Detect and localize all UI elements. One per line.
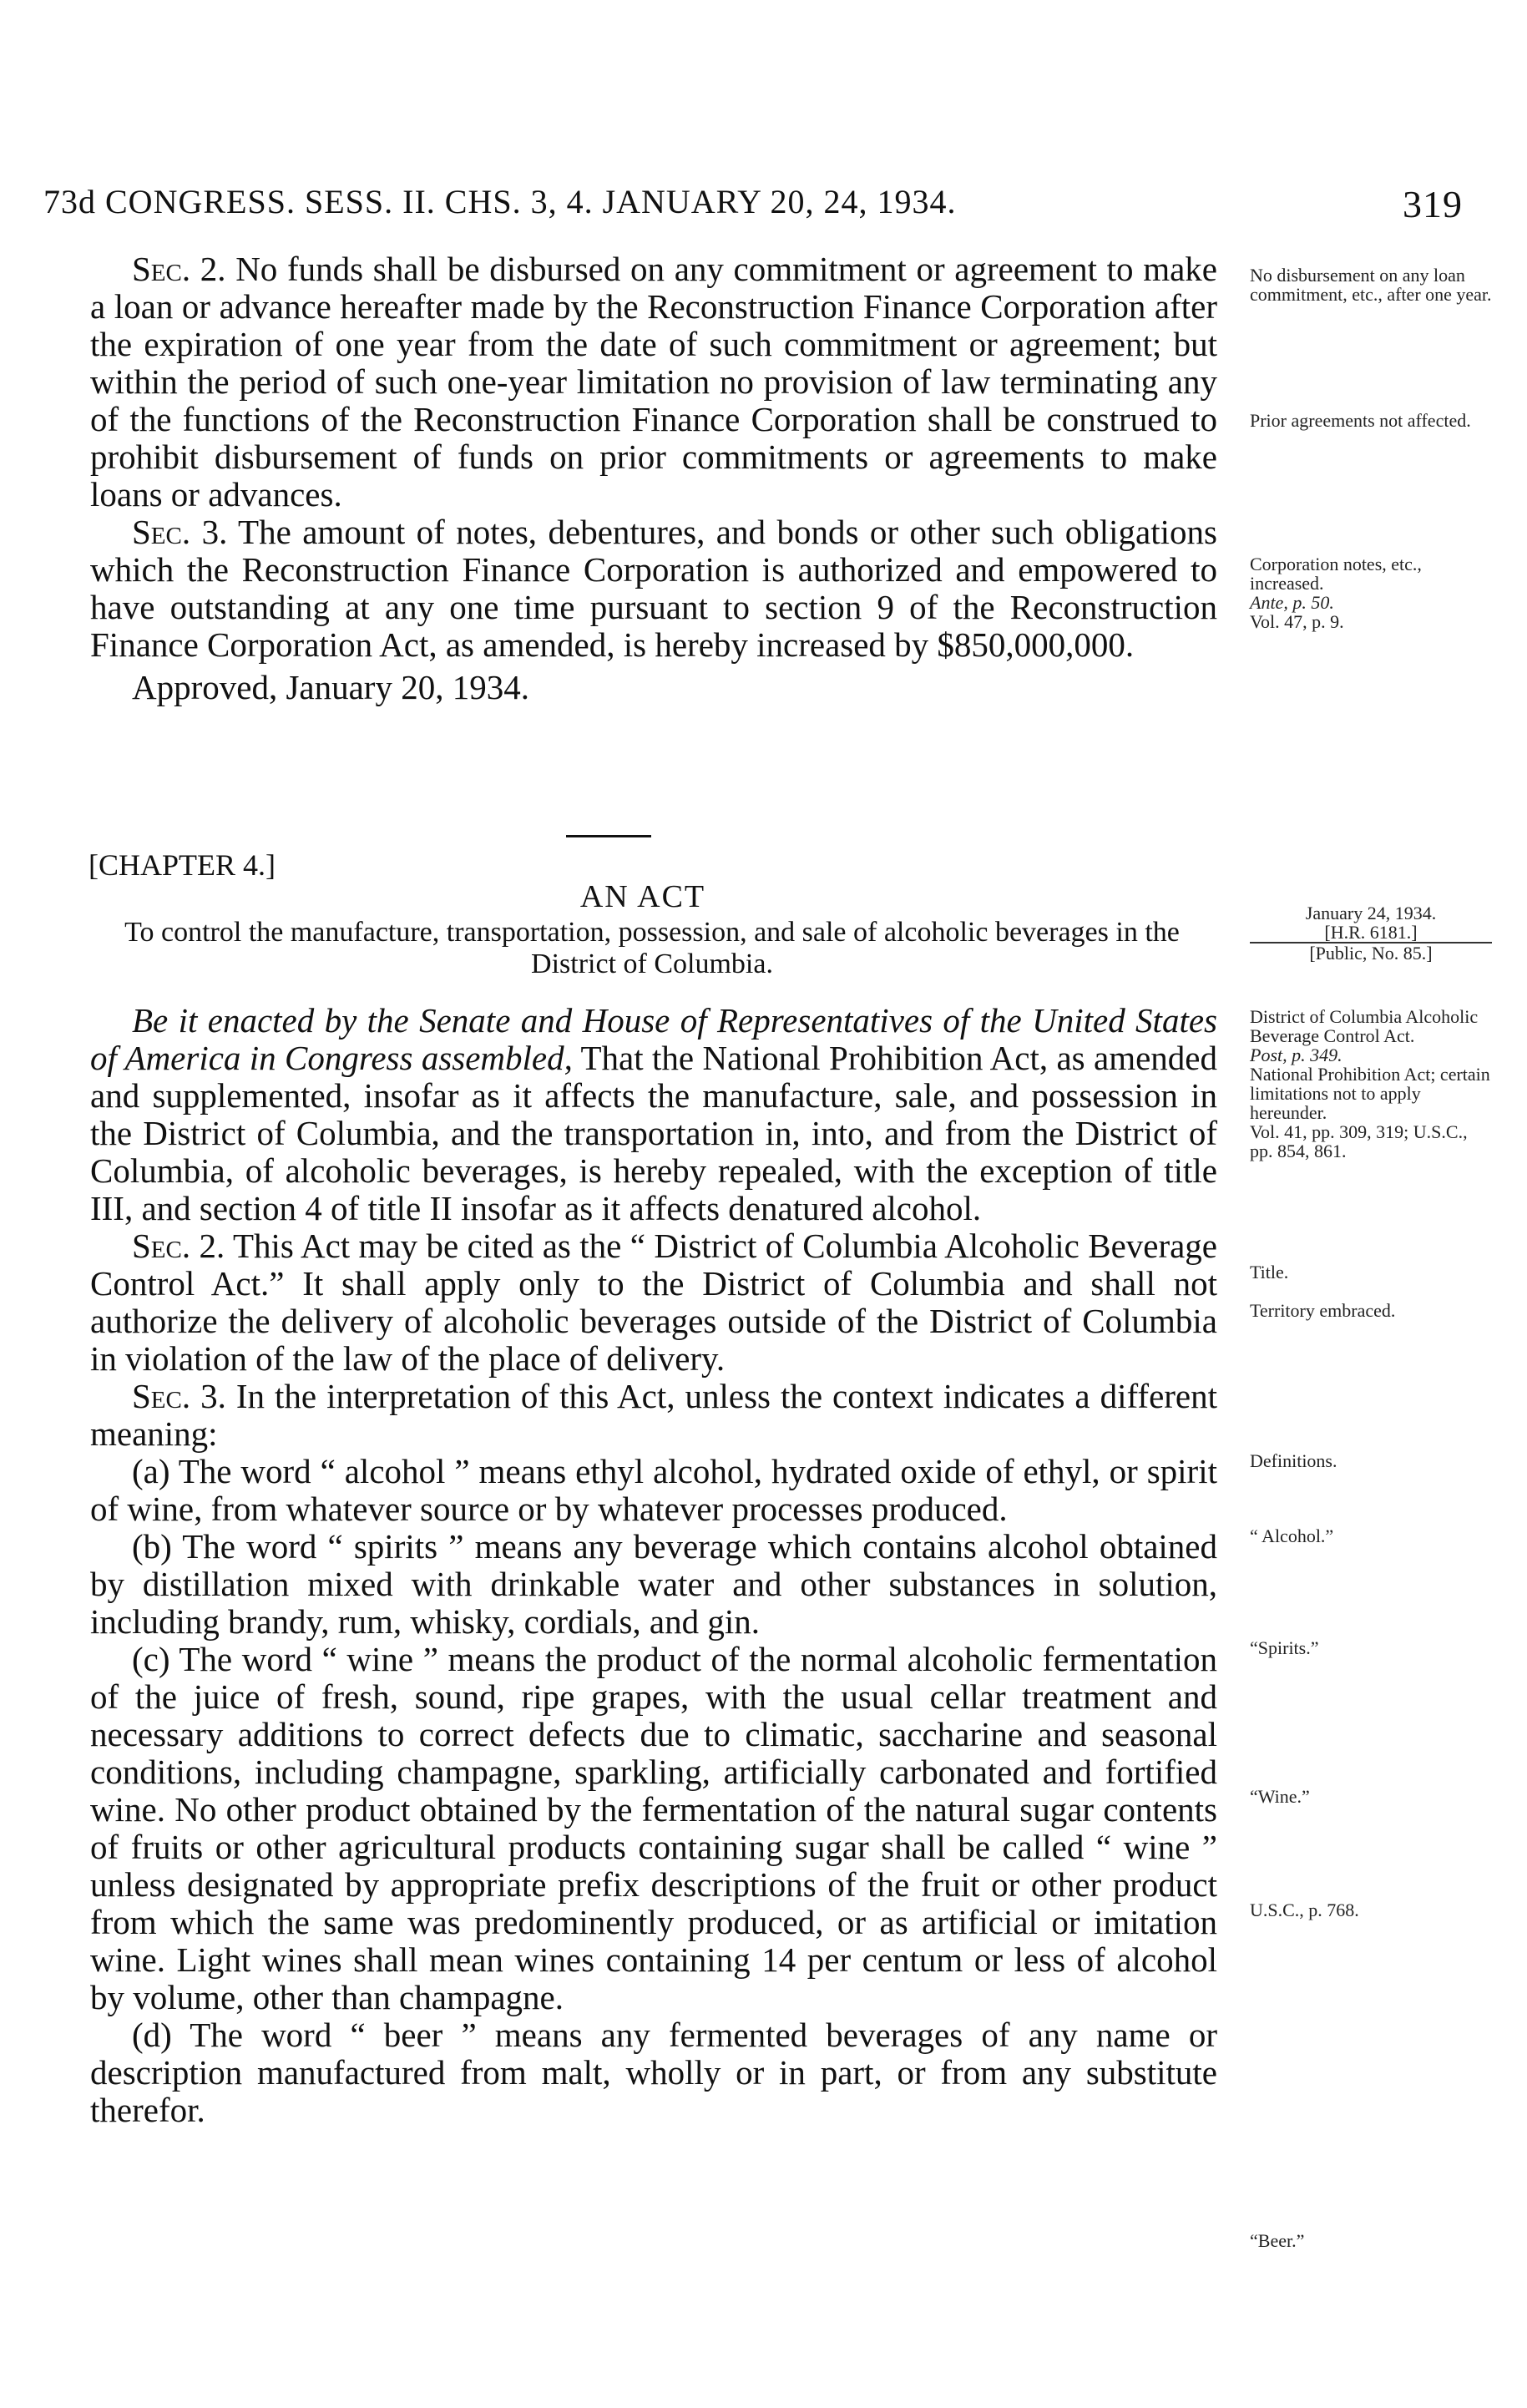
approval-line: Approved, January 20, 1934. — [132, 668, 529, 706]
margin-note-line: Ante, p. 50. — [1250, 592, 1334, 613]
section-text: In the interpretation of this Act, unless the context indicates a different meaning: — [90, 1377, 1218, 1453]
section-label: Sec. 2. — [132, 1227, 225, 1265]
margin-note-line: Corporation notes, etc., increased. — [1250, 554, 1422, 594]
chapter-3-body — [90, 250, 1217, 706]
bill-date: January 24, 1934. — [1305, 903, 1437, 923]
enacting-clause: Be it enacted by the Senate and House of Representatives of the United States of America in Congress assembled, — [90, 1001, 1217, 1077]
public-law-number: [Public, No. 85.] — [1309, 943, 1433, 964]
act-purpose: To control the manufacture, transportation, possession, and sale of alcoholic beverages in the District of Columbia. — [124, 917, 1180, 979]
margin-note-definitions: Definitions. — [1250, 1450, 1337, 1471]
margin-note-dc-act — [1250, 1007, 1492, 1161]
chapter-divider — [566, 835, 651, 837]
section-text: The amount of notes, debentures, and bonds or other such obligations which the Reconstruction Finance Corporation is authorized and empowered to have outstanding at any one time pursuant to section 9 of the Reconstruction Finance Corporation Act, as amended, is hereby increased by $850,000,000. — [90, 513, 1217, 664]
margin-note-prior-agreements: Prior agreements not affected. — [1250, 410, 1471, 431]
running-header — [43, 182, 1463, 229]
margin-note-bill-info — [1250, 903, 1492, 963]
section-text: No funds shall be disbursed on any commitment or agreement to make a loan or advance hereafter made by the Reconstruction Finance Corporation after the expiration of one year from the date of such commitment or agreement; but within the period of such one-year limitation no provision of law terminating any of the functions of the Reconstruction Finance Corporation shall be construed to prohibit disbursement of funds on prior commitments or agreements to make loans or advances. — [90, 250, 1218, 513]
an-act-heading: AN ACT — [579, 879, 706, 914]
section-label: Sec. 3. — [132, 513, 228, 551]
margin-note-title: Title. — [1250, 1262, 1289, 1282]
enacting-paragraph — [90, 1002, 1217, 1227]
running-head: 73d CONGRESS. SESS. II. CHS. 3, 4. JANUARY 20, 24, 1934. — [43, 183, 957, 220]
chapter-3-section-3 — [90, 513, 1217, 664]
chapter-4-label: [CHAPTER 4.] — [88, 848, 276, 882]
definition-wine: (c) The word “ wine ” means the product of the normal alcoholic fermentation of the juice of fresh, sound, ripe grapes, with the usual cellar treatment and necessary additions to correct defects due to climatic, saccharine and seasonal conditions, including champagne, sparkling, artificially carbonated and fortified wine. No other product obtained by the fermentation of the natural sugar contents of fruits or other agricultural products containing sugar shall be called “ wine ” unless designated by appropriate prefix descriptions of the fruit or other product from which the same was predominently produced, or as artificial or imitation wine. Light wines shall mean wines containing 14 per centum or less of alcohol by volume, other than champagne. — [90, 1640, 1217, 2016]
chapter-4-section-2 — [90, 1227, 1217, 1378]
margin-note-line: National Prohibition Act; certain limitations not to apply hereunder. — [1250, 1064, 1490, 1123]
margin-note-beer: “Beer.” — [1250, 2230, 1305, 2251]
chapter-4-section-3 — [90, 1378, 1217, 1453]
chapter-3-section-2 — [90, 250, 1217, 513]
margin-note-usc: U.S.C., p. 768. — [1250, 1900, 1359, 1920]
margin-note-no-disbursement: No disbursement on any loan commitment, etc., after one year. — [1250, 265, 1492, 305]
chapter-4-body — [90, 1002, 1217, 2129]
margin-note-line: Post, p. 349. — [1250, 1045, 1342, 1065]
margin-note-spirits: “Spirits.” — [1250, 1637, 1319, 1658]
repeal-text: That the National Prohibition Act, as amended and supplemented, insofar as it affects the manufacture, sale, and possession in the District of Columbia, and the transportation in, into, and from the District of Columbia, of alcoholic beverages, is hereby repealed, with the exception of title III, and section 4 of title II insofar as it affects denatured alcohol. — [90, 1039, 1217, 1227]
page-number: 319 — [1403, 183, 1463, 225]
section-label: Sec. 3. — [132, 1377, 226, 1415]
definition-spirits: (b) The word “ spirits ” means any beverage which contains alcohol obtained by distillation mixed with drinkable water and other substances in solution, including brandy, rum, whisky, cordials, and gin. — [90, 1527, 1217, 1641]
section-label: Sec. 2. — [132, 250, 226, 288]
margin-note-territory: Territory embraced. — [1250, 1300, 1396, 1321]
margin-note-line: Vol. 47, p. 9. — [1250, 611, 1344, 632]
definition-beer: (d) The word “ beer ” means any fermented beverages of any name or description manufactured from malt, wholly or in part, or from any substitute therefor. — [90, 2016, 1217, 2129]
bill-number: [H.R. 6181.] — [1250, 923, 1492, 943]
section-text: This Act may be cited as the “ District of Columbia Alcoholic Beverage Control Act.” It shall apply only to the District of Columbia and shall not authorize the delivery of alcoholic beverages outside of the District of Columbia in violation of the law of the place of delivery. — [90, 1227, 1218, 1378]
definition-alcohol: (a) The word “ alcohol ” means ethyl alcohol, hydrated oxide of ethyl, or spirit of wine, from whatever source or by whatever processes produced. — [90, 1452, 1217, 1528]
margin-note-corporation-notes — [1250, 554, 1492, 631]
margin-note-alcohol: “ Alcohol.” — [1250, 1525, 1334, 1546]
margin-note-line: District of Columbia Alcoholic Beverage Control Act. — [1250, 1006, 1479, 1046]
margin-note-wine: “Wine.” — [1250, 1786, 1310, 1807]
margin-note-line: Vol. 41, pp. 309, 319; U.S.C., pp. 854, 861. — [1250, 1121, 1468, 1161]
